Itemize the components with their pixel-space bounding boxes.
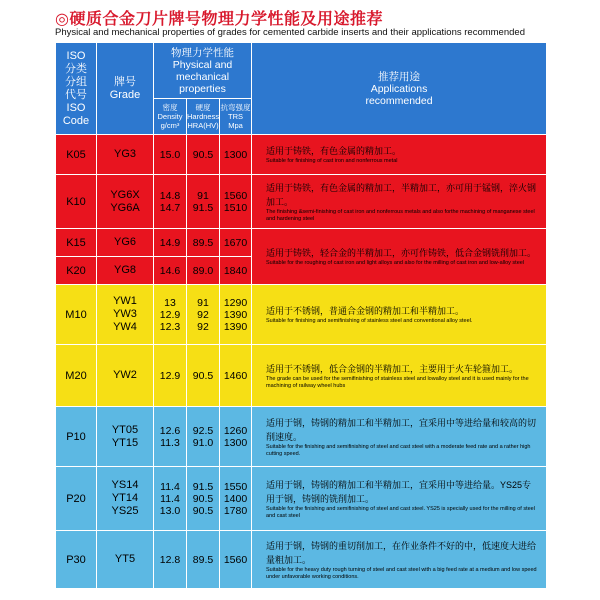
hardness: 91.5 90.5 90.5	[187, 467, 220, 531]
application-zh: 适用于不锈钢，低合金钢的半精加工，主要用于火车轮箍加工。	[266, 363, 519, 374]
grade: YW2	[97, 345, 154, 407]
density: 11.4 11.4 13.0	[154, 467, 187, 531]
application-en: Suitable for finishing and semifinishing of stainless steel and conventional alloy steel.	[266, 318, 473, 324]
header-application: 推荐用途 Applications recommended	[252, 43, 547, 135]
trs: 1260 1300	[220, 407, 252, 467]
grade: YT5	[97, 531, 154, 589]
density: 12.9	[154, 345, 187, 407]
header-trs: 抗弯强度 TRS Mpa	[220, 99, 252, 135]
application	[252, 175, 547, 229]
application-en: Suitable for finishing of cast iron and nonferrous metal	[266, 158, 398, 164]
application-zh: 适用于钢，铸钢的精加工和半精加工，宜采用中等进给量和较高的切削速度。	[266, 417, 537, 442]
grade: YG3	[97, 135, 154, 175]
density: 15.0	[154, 135, 187, 175]
trs: 1460	[220, 345, 252, 407]
application	[252, 285, 547, 345]
circle-mark-icon: ◎	[55, 9, 70, 28]
grade: YG6	[97, 229, 154, 257]
page-subtitle: Physical and mechanical properties of grades for cemented carbide inserts and their applications recommended	[55, 27, 525, 38]
trs: 1840	[220, 257, 252, 285]
application-zh: 适用于铸铁，轻合金的半精加工，亦可作铸铁，低合金钢铣削加工。	[266, 248, 537, 258]
iso-code: P10	[56, 407, 97, 467]
hardness: 91 91.5	[187, 175, 220, 229]
application-en: The finishing &semi-finishing of cast iron and nonferrous metals and also forthe machining of manganese steel and hardening steel	[266, 208, 535, 222]
table-row	[56, 345, 547, 407]
grade: YW1 YW3 YW4	[97, 285, 154, 345]
header-density: 密度 Density g/cm³	[154, 99, 187, 135]
table-row	[56, 531, 547, 589]
trs: 1670	[220, 229, 252, 257]
application-zh: 适用于钢，铸钢的重切削加工，在作业条件不好的中，低速度大进给量粗加工。	[266, 540, 537, 565]
iso-code: K05	[56, 135, 97, 175]
table-row	[56, 175, 547, 229]
table-row	[56, 285, 547, 345]
table-row	[56, 467, 547, 531]
density: 12.6 11.3	[154, 407, 187, 467]
table-row	[56, 407, 547, 467]
header-grade: 牌号 Grade	[97, 43, 154, 135]
table-row	[56, 135, 547, 175]
application-zh: 适用于不锈钢，普通合金钢的精加工和半精加工。	[266, 306, 465, 316]
application-en: Suitable for the finishing and semifinishing of steel and cast steel with a moderate feed rate and a rather high cutting speed.	[266, 443, 531, 457]
application	[252, 345, 547, 407]
iso-code: P20	[56, 467, 97, 531]
density: 14.6	[154, 257, 187, 285]
application-en: The grade can be used for the semifinishing of stainless steel and lowalloy steel and it is used mainly for the machining of railway wheel hubs	[266, 375, 529, 389]
hardness: 91 92 92	[187, 285, 220, 345]
application-en: Suitable for the finishing and semifinishing of steel and cast steel. YS25 is specially used for the milling of steel and cast steel	[266, 505, 535, 519]
density: 14.8 14.7	[154, 175, 187, 229]
page-title-zh: 硬质合金刀片牌号物理力学性能及用途推荐	[69, 9, 383, 28]
application-en: Suitable for the roughing of cast iron and light alloys and also for the milling of cast iron and low-alloy steel	[266, 260, 525, 266]
page-title	[55, 6, 383, 29]
application	[252, 229, 547, 285]
grade: YS14 YT14 YS25	[97, 467, 154, 531]
application	[252, 467, 547, 531]
trs: 1290 1390 1390	[220, 285, 252, 345]
application-zh: 适用于钢，铸钢的精加工和半精加工，宜采用中等进给量。YS25专用于钢，铸钢的铣削加工。	[266, 479, 532, 504]
density: 14.9	[154, 229, 187, 257]
trs: 1300	[220, 135, 252, 175]
table-row	[56, 229, 547, 257]
header-physical: 物理力学性能 Physical and mechanical properties	[154, 43, 252, 99]
application-zh: 适用于铸铁，有色金属的精加工，半精加工，亦可用于锰钢，淬火钢加工。	[266, 182, 537, 207]
application	[252, 531, 547, 589]
grade: YG8	[97, 257, 154, 285]
iso-code: K10	[56, 175, 97, 229]
hardness: 89.5	[187, 531, 220, 589]
iso-code: K15	[56, 229, 97, 257]
grade: YG6X YG6A	[97, 175, 154, 229]
iso-code: M20	[56, 345, 97, 407]
density: 13 12.9 12.3	[154, 285, 187, 345]
grade: YT05 YT15	[97, 407, 154, 467]
header-iso: ISO 分类 分组 代号 ISO Code	[56, 43, 97, 135]
application	[252, 135, 547, 175]
trs: 1550 1400 1780	[220, 467, 252, 531]
iso-code: M10	[56, 285, 97, 345]
hardness: 89.0	[187, 257, 220, 285]
application-en: Suitable for the heavy duty rough turning of steel and cast steel with a big feed rate at a medium and low speed under unfavorable working conditions.	[266, 566, 537, 580]
properties-table	[55, 42, 547, 589]
application	[252, 407, 547, 467]
hardness: 90.5	[187, 345, 220, 407]
trs: 1560	[220, 531, 252, 589]
header-hardness: 硬度 Hardness HRA(HV)	[187, 99, 220, 135]
iso-code: K20	[56, 257, 97, 285]
table-header-row	[56, 43, 547, 99]
iso-code: P30	[56, 531, 97, 589]
application-zh: 适用于铸铁，有色金属的精加工。	[266, 146, 402, 156]
trs: 1560 1510	[220, 175, 252, 229]
hardness: 89.5	[187, 229, 220, 257]
hardness: 92.5 91.0	[187, 407, 220, 467]
hardness: 90.5	[187, 135, 220, 175]
density: 12.8	[154, 531, 187, 589]
